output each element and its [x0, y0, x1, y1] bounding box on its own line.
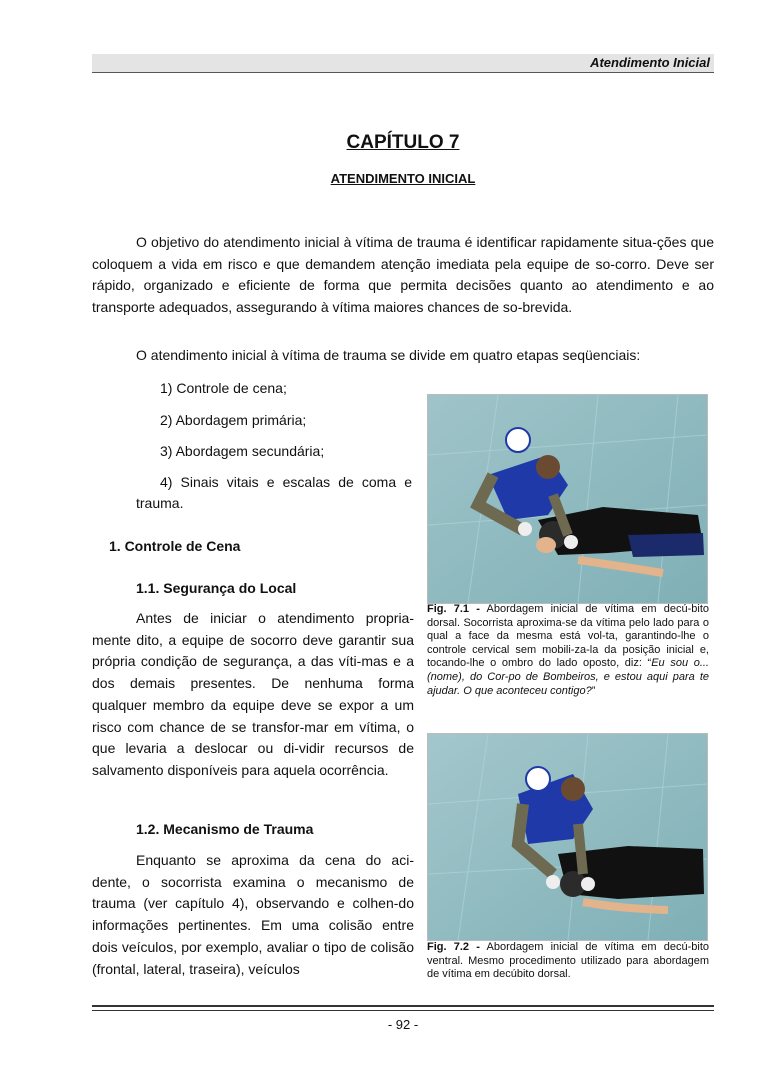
- step-item: 2) Abordagem primária;: [160, 412, 307, 428]
- footer-rule: [92, 1005, 714, 1007]
- figure-7-2-caption: Fig. 7.2 - Abordagem inicial de vítima em decú-bito ventral. Mesmo procedimento utilizado para abordagem de vítima em decúbito dorsal.: [427, 941, 710, 981]
- chapter-subtitle: ATENDIMENTO INICIAL: [330, 171, 476, 186]
- subsection-text: Enquanto se aproxima da cena do aci-dente, o socorrista examina o mecanismo de trauma (ver capítulo 4), observando e colhen-do informações pertinentes. Em uma colisão entre dois veículos, por exemplo, avaliar o tipo de colisão (frontal, lateral, traseira), veículos: [92, 852, 414, 977]
- intro-paragraph: O objetivo do atendimento inicial à vítima de trauma é identificar rapidamente situa-ções que coloquem a vida em risco e que demandem atenção imediata pela equipe de so-corro. Deve ser rápido, organizado e eficiente de forma que permita decisões quanto ao atendimento e ao transporte adequados, assegurando à vítima maiores chances de so-brevida.: [92, 234, 714, 315]
- running-header: [92, 54, 714, 73]
- lead-paragraph: O atendimento inicial à vítima de trauma se divide em quatro etapas seqüenciais:: [136, 347, 641, 363]
- rescuer-supine-victim-illustration: [428, 395, 707, 603]
- header-title: Atendimento Inicial: [590, 55, 710, 70]
- figure-7-2-photo: [427, 733, 708, 941]
- step-item: 3) Abordagem secundária;: [160, 443, 325, 459]
- subsection-heading: 1.1. Segurança do Local: [136, 580, 297, 596]
- figure-label: Fig. 7.1 -: [427, 603, 480, 615]
- figure-7-1-caption: Fig. 7.1 - Abordagem inicial de vítima em decú-bito dorsal. Socorrista aproxima-se da vítima pelo lado para o qual a face da mesma está vol-ta, garantindo-lhe o controle cervical sem mobili-za-la da posição inicial e, tocando-lhe o ombro do lado oposto, diz: “Eu sou o... (nome), do Cor-po de Bombeiros, e estou aqui para te ajudar. O que aconteceu contigo?”: [427, 603, 710, 697]
- section-heading: 1. Controle de Cena: [109, 538, 241, 554]
- footer-rule: [92, 1010, 714, 1011]
- step-item: 4) Sinais vitais e escalas de coma e trauma.: [136, 474, 412, 511]
- chapter-title: CAPÍTULO 7: [346, 132, 460, 153]
- figure-label: Fig. 7.2 -: [427, 941, 480, 953]
- figure-7-1-photo: [427, 394, 708, 604]
- subsection-heading: 1.2. Mecanismo de Trauma: [136, 821, 314, 837]
- rescuer-prone-victim-illustration: [428, 734, 707, 940]
- subsection-text: Antes de iniciar o atendimento propria-mente dito, a equipe de socorro deve garantir sua própria condição de segurança, a das víti-mas e a dos demais presentes. De nenhuma forma qualquer membro da equipe deve se expor a um risco com chance de se transfor-mar em vítima, o que levaria a deslocar ou di-vidir recursos de salvamento disponíveis para aquela ocorrência.: [92, 610, 414, 778]
- step-item: 1) Controle de cena;: [160, 380, 287, 396]
- page-number: - 92 -: [387, 1017, 419, 1032]
